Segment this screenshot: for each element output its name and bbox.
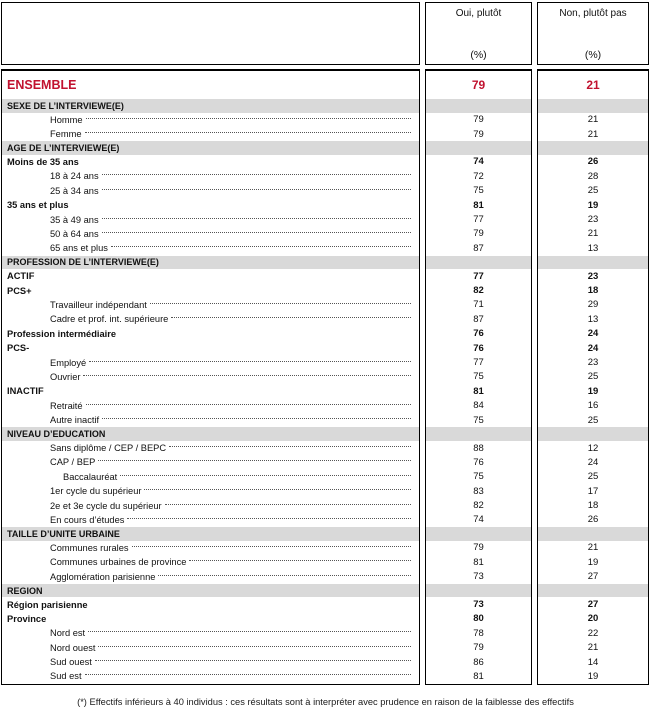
table-row-value — [538, 269, 648, 283]
table-row-value — [538, 283, 648, 297]
table-row-value — [538, 298, 648, 312]
oui-value: 79 — [473, 128, 484, 140]
table-row-label — [2, 655, 419, 669]
table-row-value — [426, 184, 531, 198]
table-row-value — [538, 597, 648, 611]
table-row-value — [538, 399, 648, 413]
oui-value: 83 — [473, 485, 484, 497]
dotted-leader — [111, 246, 411, 247]
table-row-value — [538, 312, 648, 326]
table-row-value — [426, 370, 531, 384]
table-row-value — [538, 669, 648, 683]
table-row-label — [2, 127, 419, 141]
oui-value: 79 — [473, 114, 484, 126]
row-label: Employé — [50, 357, 87, 368]
section-header-band — [426, 527, 531, 541]
row-label: 65 ans et plus — [50, 243, 108, 254]
table-row-value — [538, 655, 648, 669]
table-row-value — [426, 669, 531, 683]
table-row-value — [426, 498, 531, 512]
table-row-value — [538, 169, 648, 183]
oui-value: 75 — [473, 371, 484, 383]
table-row-value — [538, 498, 648, 512]
table-row-label — [2, 355, 419, 369]
section-header-label: NIVEAU D’EDUCATION — [7, 429, 106, 440]
table-row-value — [426, 470, 531, 484]
table-row-value — [538, 212, 648, 226]
table-row-label — [2, 155, 419, 169]
non-value: 23 — [587, 357, 599, 369]
table-row-value — [426, 513, 531, 527]
table-row-label — [2, 597, 419, 611]
ensemble-row-value — [538, 71, 648, 99]
table-row-label — [2, 513, 419, 527]
non-value: 27 — [587, 599, 599, 611]
oui-value: 71 — [473, 299, 484, 311]
oui-value: 77 — [473, 270, 484, 282]
table-row-value — [426, 399, 531, 413]
oui-value: 79 — [473, 542, 484, 554]
non-value: 21 — [587, 114, 599, 126]
header-col-oui — [425, 2, 532, 65]
table-row-value — [538, 384, 648, 398]
oui-value: 73 — [473, 571, 484, 583]
non-value: 26 — [587, 156, 599, 168]
table-row-value — [426, 269, 531, 283]
table-row-label — [2, 441, 419, 455]
oui-value: 86 — [473, 656, 484, 668]
table-row-value — [426, 441, 531, 455]
non-value: 21 — [587, 128, 599, 140]
oui-value: 79 — [473, 228, 484, 240]
table-row-label — [2, 626, 419, 640]
header-non-unit: (%) — [584, 49, 602, 61]
section-header-row — [2, 584, 419, 598]
table-row-value — [538, 370, 648, 384]
header-empty-cell — [1, 2, 420, 65]
row-label: Sans diplôme / CEP / BEPC — [50, 443, 167, 453]
ensemble-non-value: 21 — [586, 78, 600, 92]
non-value: 25 — [587, 371, 599, 383]
oui-value: 80 — [473, 613, 484, 625]
oui-value: 82 — [473, 285, 484, 297]
table-row-value — [538, 355, 648, 369]
oui-value: 87 — [473, 313, 484, 325]
table-row-value — [538, 198, 648, 212]
table-row-value — [426, 227, 531, 241]
table-row-value — [426, 298, 531, 312]
section-header-row — [2, 427, 419, 441]
table-row-value — [538, 341, 648, 355]
table-row-value — [426, 113, 531, 127]
section-header-row — [2, 527, 419, 541]
table-row-value — [538, 513, 648, 527]
table-row-label — [2, 241, 419, 255]
non-value: 25 — [587, 414, 599, 426]
section-header-label: AGE DE L’INTERVIEWE(E) — [7, 143, 120, 154]
non-value: 23 — [587, 270, 599, 282]
table-row-label — [2, 269, 419, 283]
table-row-value — [426, 198, 531, 212]
row-label: Province — [7, 613, 47, 624]
row-label: 35 à 49 ans — [50, 214, 99, 225]
row-label: Retraité — [50, 400, 83, 411]
table-row-value — [538, 569, 648, 583]
oui-value: 75 — [473, 414, 484, 426]
table-row-label — [2, 370, 419, 384]
oui-value: 88 — [473, 442, 484, 454]
non-value: 21 — [587, 228, 599, 240]
row-label: 18 à 24 ans — [50, 171, 99, 182]
oui-value: 78 — [473, 627, 484, 639]
row-label: PCS- — [7, 343, 30, 354]
header-oui-title: Oui, plutôt — [455, 8, 502, 19]
table-row-label — [2, 470, 419, 484]
table-row-label — [2, 298, 419, 312]
dotted-leader — [158, 575, 411, 576]
table-row-value — [538, 641, 648, 655]
section-header-band — [538, 527, 648, 541]
non-value: 23 — [587, 214, 599, 226]
non-value: 28 — [587, 170, 599, 182]
row-label: 50 à 64 ans — [50, 228, 99, 239]
table-row-value — [538, 327, 648, 341]
table-row-label — [2, 341, 419, 355]
results-table — [1, 2, 649, 685]
row-label: Femme — [50, 129, 82, 140]
oui-value: 75 — [473, 471, 484, 483]
row-label: Communes urbaines de province — [50, 557, 187, 568]
table-row-label — [2, 113, 419, 127]
table-row-value — [426, 283, 531, 297]
table-row-label — [2, 184, 419, 198]
dotted-leader — [150, 303, 411, 304]
table-row-value — [426, 384, 531, 398]
table-row-value — [538, 127, 648, 141]
table-row-value — [426, 413, 531, 427]
row-label: Agglomération parisienne — [50, 571, 156, 582]
section-header-row — [2, 99, 419, 113]
table-row-value — [426, 569, 531, 583]
dotted-leader — [102, 418, 411, 419]
oui-value: 82 — [473, 500, 484, 512]
section-header-band — [426, 584, 531, 598]
table-row-label — [2, 312, 419, 326]
table-row-value — [426, 555, 531, 569]
section-header-band — [538, 584, 648, 598]
row-label: Profession intermédiaire — [7, 328, 117, 339]
dotted-leader — [98, 646, 411, 647]
non-value: 16 — [587, 400, 599, 412]
row-label: En cours d’études — [50, 514, 125, 525]
dotted-leader — [86, 118, 411, 119]
section-header-label: REGION — [7, 585, 43, 596]
oui-value: 76 — [473, 328, 484, 340]
table-row-value — [426, 312, 531, 326]
table-row-value — [426, 597, 531, 611]
table-row-value — [538, 555, 648, 569]
section-header-band — [426, 256, 531, 270]
table-row-value — [426, 655, 531, 669]
row-label: Nord est — [50, 628, 86, 639]
non-value: 24 — [587, 342, 599, 354]
section-header-band — [426, 427, 531, 441]
section-header-band — [538, 256, 648, 270]
table-row-value — [426, 612, 531, 626]
table-row-label — [2, 455, 419, 469]
non-value: 12 — [587, 442, 599, 454]
section-header-row — [2, 256, 419, 270]
non-value: 14 — [587, 656, 599, 668]
dotted-leader — [189, 560, 411, 561]
table-row-value — [426, 155, 531, 169]
oui-value: 87 — [473, 242, 484, 254]
non-value: 25 — [587, 185, 599, 197]
non-value: 19 — [587, 556, 599, 568]
table-row-label — [2, 484, 419, 498]
non-value: 17 — [587, 485, 599, 497]
oui-value: 81 — [473, 556, 484, 568]
table-row-value — [538, 113, 648, 127]
row-label: ACTIF — [7, 271, 35, 282]
row-label: Homme — [50, 114, 83, 125]
row-label: 35 ans et plus — [7, 200, 69, 211]
non-value: 25 — [587, 471, 599, 483]
section-header-band — [426, 141, 531, 155]
table-row-label — [2, 541, 419, 555]
oui-value: 74 — [473, 514, 484, 526]
table-row-label — [2, 612, 419, 626]
row-label: 1er cycle du supérieur — [50, 486, 142, 497]
table-row-label — [2, 669, 419, 683]
dotted-leader — [86, 404, 411, 405]
non-value: 20 — [587, 613, 599, 625]
oui-value: 84 — [473, 400, 484, 412]
table-row-value — [426, 341, 531, 355]
label-column — [1, 69, 420, 685]
row-label: Région parisienne — [7, 599, 88, 610]
oui-value: 75 — [473, 185, 484, 197]
table-row-label — [2, 413, 419, 427]
table-row-label — [2, 327, 419, 341]
row-label: Moins de 35 ans — [7, 156, 79, 167]
dotted-leader — [120, 475, 411, 476]
section-header-band — [426, 99, 531, 113]
non-value-column — [537, 69, 649, 685]
non-value: 13 — [587, 313, 599, 325]
non-value: 19 — [587, 385, 599, 397]
table-row-value — [426, 127, 531, 141]
section-header-band — [538, 427, 648, 441]
non-value: 24 — [587, 456, 599, 468]
non-value: 21 — [587, 542, 599, 554]
dotted-leader — [98, 460, 411, 461]
oui-value: 81 — [473, 670, 484, 682]
table-row-value — [426, 241, 531, 255]
header-non-title: Non, plutôt pas — [559, 8, 627, 19]
row-label: Cadre et prof. int. supérieure — [50, 314, 169, 325]
row-label: Travailleur indépendant — [50, 299, 147, 310]
table-row-label — [2, 283, 419, 297]
non-value: 22 — [587, 627, 599, 639]
section-header-band — [538, 141, 648, 155]
table-row-value — [538, 626, 648, 640]
non-value: 26 — [587, 514, 599, 526]
table-row-label — [2, 227, 419, 241]
ensemble-oui-value: 79 — [471, 78, 486, 92]
table-row-value — [426, 169, 531, 183]
non-value: 21 — [587, 642, 599, 654]
table-row-value — [426, 484, 531, 498]
dotted-leader — [102, 189, 411, 190]
table-row-value — [426, 541, 531, 555]
table-row-value — [426, 327, 531, 341]
row-label: Sud ouest — [50, 657, 92, 668]
section-header-row — [2, 141, 419, 155]
header-oui-unit: (%) — [470, 49, 487, 61]
ensemble-row-value — [426, 71, 531, 99]
table-row-label — [2, 212, 419, 226]
row-label: Ouvrier — [50, 371, 81, 382]
oui-value: 81 — [473, 385, 484, 397]
dotted-leader — [132, 546, 411, 547]
dotted-leader — [89, 361, 411, 362]
non-value: 27 — [587, 571, 599, 583]
oui-value: 81 — [473, 199, 484, 211]
table-row-label — [2, 169, 419, 183]
oui-value: 77 — [473, 214, 484, 226]
non-value: 18 — [587, 285, 599, 297]
oui-value-column — [425, 69, 532, 685]
section-header-label: PROFESSION DE L’INTERVIEWE(E) — [7, 257, 159, 268]
header-col-non — [537, 2, 649, 65]
table-row-value — [426, 626, 531, 640]
table-row-value — [538, 227, 648, 241]
row-label: 25 à 34 ans — [50, 185, 99, 196]
row-label: 2e et 3e cycle du supérieur — [50, 500, 162, 511]
table-row-value — [538, 241, 648, 255]
table-row-value — [538, 470, 648, 484]
footnote: (*) Effectifs inférieurs à 40 individus : ces résultats sont à interpréter avec prudence en raison de la faiblesse des effectifs — [77, 697, 574, 707]
table-row-value — [538, 541, 648, 555]
row-label: CAP / BEP — [50, 457, 96, 468]
table-row-value — [538, 441, 648, 455]
dotted-leader — [165, 504, 411, 505]
table-row-value — [538, 413, 648, 427]
row-label: Nord ouest — [50, 642, 96, 653]
dotted-leader — [88, 631, 411, 632]
table-row-value — [538, 612, 648, 626]
oui-value: 77 — [473, 357, 484, 369]
table-row-label — [2, 641, 419, 655]
dotted-leader — [169, 446, 411, 447]
table-row-value — [426, 455, 531, 469]
row-label: Autre inactif — [50, 415, 100, 426]
dotted-leader — [85, 674, 411, 675]
table-row-label — [2, 384, 419, 398]
dotted-leader — [171, 317, 411, 318]
row-label: Baccalauréat — [63, 471, 118, 482]
non-value: 18 — [587, 500, 599, 512]
dotted-leader — [95, 660, 411, 661]
non-value: 19 — [587, 670, 599, 682]
table-row-label — [2, 198, 419, 212]
table-row-label — [2, 399, 419, 413]
row-label: Sud est — [50, 671, 82, 682]
table-row-value — [426, 641, 531, 655]
non-value: 13 — [587, 242, 599, 254]
dotted-leader — [102, 218, 411, 219]
section-header-band — [538, 99, 648, 113]
dotted-leader — [83, 375, 411, 376]
non-value: 24 — [587, 328, 599, 340]
oui-value: 79 — [473, 642, 484, 654]
row-label: INACTIF — [7, 386, 44, 397]
table-row-label — [2, 555, 419, 569]
oui-value: 72 — [473, 170, 484, 182]
table-row-value — [426, 355, 531, 369]
oui-value: 76 — [473, 342, 484, 354]
table-row-value — [426, 212, 531, 226]
table-row-label — [2, 569, 419, 583]
dotted-leader — [85, 132, 411, 133]
oui-value: 74 — [473, 156, 484, 168]
dotted-leader — [102, 232, 411, 233]
dotted-leader — [127, 518, 411, 519]
non-value: 19 — [587, 199, 599, 211]
oui-value: 76 — [473, 456, 484, 468]
oui-value: 73 — [473, 599, 484, 611]
row-label: PCS+ — [7, 285, 32, 296]
dotted-leader — [102, 174, 411, 175]
row-label: Communes rurales — [50, 542, 129, 553]
ensemble-row-label — [2, 71, 419, 99]
non-value: 29 — [587, 299, 599, 311]
table-row-value — [538, 184, 648, 198]
table-row-label — [2, 498, 419, 512]
section-header-label: SEXE DE L’INTERVIEWE(E) — [7, 100, 124, 111]
ensemble-label: ENSEMBLE — [7, 78, 77, 92]
dotted-leader — [144, 489, 411, 490]
table-row-value — [538, 455, 648, 469]
section-header-label: TAILLE D’UNITE URBAINE — [7, 528, 120, 539]
table-row-value — [538, 155, 648, 169]
table-row-value — [538, 484, 648, 498]
